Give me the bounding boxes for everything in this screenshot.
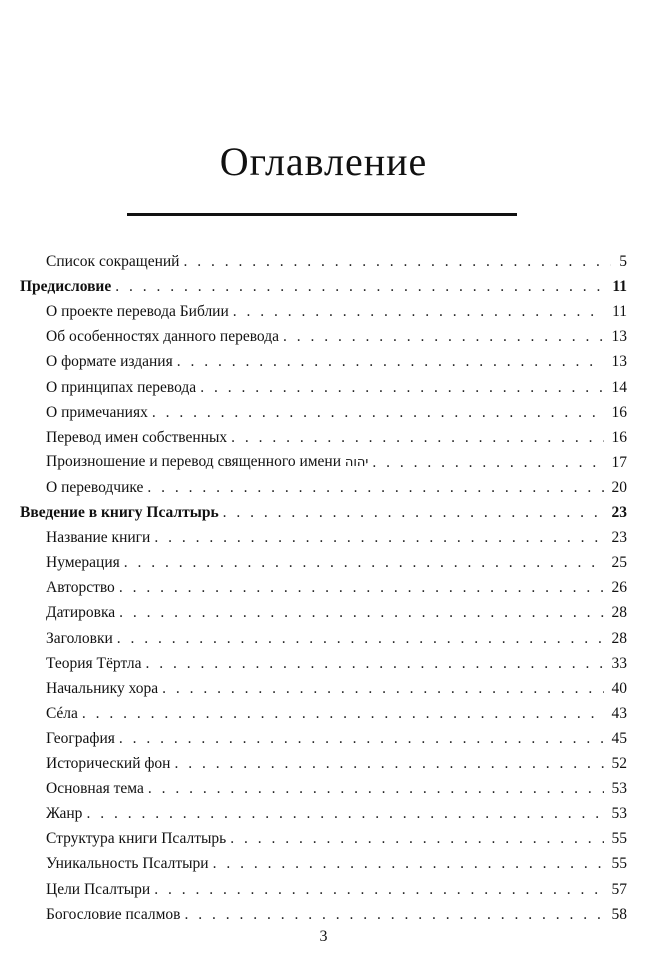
toc-entry-text: Исторический фон: [46, 755, 171, 772]
toc-entry: [46, 577, 627, 599]
toc-entry: [46, 301, 627, 323]
toc-entry-label: [46, 377, 200, 399]
toc-entry-page: 53: [611, 780, 627, 797]
toc-leader-dots: [174, 753, 603, 775]
toc-entry-page: 52: [611, 755, 627, 772]
toc-entry-page: 58: [611, 906, 627, 923]
toc-leader-dots: [213, 853, 604, 875]
toc-entry-label: [46, 728, 119, 750]
toc-entry-page: 33: [611, 655, 627, 672]
toc-leader-dots: [231, 427, 603, 449]
toc-entry-label: [46, 251, 183, 273]
toc-entry-label: [46, 904, 184, 926]
toc-entry-page: 25: [611, 554, 627, 571]
toc-entry: [46, 628, 627, 650]
toc-leader-dots: [162, 678, 603, 700]
toc-entry: [46, 828, 627, 850]
toc-entry: [46, 853, 627, 875]
toc-leader-dots: [283, 326, 604, 348]
toc-entry-label: [46, 678, 162, 700]
toc-entry-text: Произношение и перевод священного имени: [46, 453, 342, 470]
toc-entry-page: 45: [611, 730, 627, 747]
toc-entry-label: [46, 427, 231, 449]
toc-leader-dots: [154, 527, 603, 549]
toc-entry-text: Нумерация: [46, 554, 120, 571]
toc-entry-text: Начальнику хора: [46, 680, 159, 697]
toc-entry-page: 53: [611, 805, 627, 822]
toc-entry: [46, 602, 627, 624]
toc-entry: [46, 728, 627, 750]
toc-leader-dots: [117, 628, 604, 650]
toc-section-entry: [20, 276, 627, 298]
toc-entry: [46, 879, 627, 901]
toc-entry-page: 23: [611, 504, 627, 521]
toc-entry-page: 55: [611, 830, 627, 847]
toc-entry: [46, 803, 627, 825]
toc-entry-text: Перевод имен собственных: [46, 429, 228, 446]
toc-entry-page: 16: [611, 429, 627, 446]
toc-entry-label: [46, 402, 152, 424]
toc-leader-dots: [86, 803, 603, 825]
toc-entry-text: Датировка: [46, 604, 116, 621]
toc-entry-page: 14: [611, 379, 627, 396]
toc-entry-label: [46, 879, 154, 901]
toc-entry: [46, 552, 627, 574]
toc-entry-label: [46, 628, 117, 650]
toc-entry: [46, 904, 627, 926]
toc-leader-dots: [177, 351, 604, 373]
toc-leader-dots: [119, 602, 603, 624]
toc-entry-label: [46, 477, 147, 499]
toc-entry-label: [46, 577, 119, 599]
toc-entry-text: О примечаниях: [46, 404, 148, 421]
toc-leader-dots: [183, 251, 611, 273]
toc-leader-dots: [147, 477, 603, 499]
toc-entry-text: Об особенностях данного перевода: [46, 328, 279, 345]
toc-leader-dots: [372, 452, 603, 474]
hebrew-divine-name: יהוה: [344, 455, 369, 470]
toc-entry-label: [46, 703, 82, 725]
toc-entry-text: О формате издания: [46, 353, 173, 370]
toc-entry-page: 57: [611, 881, 627, 898]
toc-entry-text: О переводчике: [46, 479, 144, 496]
toc-entry-label: [46, 853, 213, 875]
toc-entry-page: 11: [612, 303, 627, 320]
toc-entry-page: 55: [611, 855, 627, 872]
toc-entry-label: [46, 753, 174, 775]
toc-entry: [46, 377, 627, 399]
toc-leader-dots: [115, 276, 604, 298]
toc-entry: [46, 527, 627, 549]
toc-entry-text: Теория Тёртла: [46, 655, 142, 672]
toc-leader-dots: [152, 402, 604, 424]
toc-leader-dots: [200, 377, 603, 399]
toc-entry-page: 26: [611, 579, 627, 596]
toc-leader-dots: [124, 552, 604, 574]
toc-leader-dots: [154, 879, 603, 901]
toc-leader-dots: [148, 778, 604, 800]
toc-entry: [46, 427, 627, 449]
toc-entry-text: Цели Псалтыри: [46, 881, 151, 898]
toc-entry: [46, 778, 627, 800]
toc-section-entry: [20, 502, 627, 524]
toc-entry-label: [46, 301, 233, 323]
toc-entry-label: [20, 276, 115, 298]
toc-entry-label: [46, 451, 372, 474]
toc-entry-text: Предисловие: [20, 278, 112, 295]
page-title: Оглавление: [219, 139, 428, 184]
toc-leader-dots: [233, 301, 604, 323]
toc-entry-text: Введение в книгу Псалтырь: [20, 504, 219, 521]
toc-entry-label: [46, 527, 154, 549]
toc-entry-text: Основная тема: [46, 780, 144, 797]
toc-entry-text: О проекте перевода Библии: [46, 303, 229, 320]
toc-entry-page: 17: [611, 454, 627, 471]
toc-entry: [46, 351, 627, 373]
toc-entry-label: [46, 653, 145, 675]
toc-entry-text: География: [46, 730, 115, 747]
title-rule: [127, 213, 517, 216]
toc-entry-label: [46, 552, 124, 574]
toc-entry: [46, 653, 627, 675]
toc-leader-dots: [119, 728, 604, 750]
toc-entry-page: 40: [611, 680, 627, 697]
page-number: 3: [319, 928, 328, 945]
toc-leader-dots: [184, 904, 603, 926]
toc-entry-text: Авторство: [46, 579, 115, 596]
toc-entry-text: Сéла: [46, 705, 78, 722]
toc-entry-page: 28: [611, 630, 627, 647]
toc-entry-page: 13: [611, 328, 627, 345]
toc-entry-label: [46, 602, 119, 624]
toc-entry-page: 11: [612, 278, 627, 295]
toc-entry: [46, 703, 627, 725]
toc-entry: [46, 753, 627, 775]
toc-entry-page: 13: [611, 353, 627, 370]
toc-entry: [46, 477, 627, 499]
toc-leader-dots: [119, 577, 604, 599]
toc-entry: [46, 251, 627, 273]
toc-entry-page: 28: [611, 604, 627, 621]
toc-entry-text: Заголовки: [46, 630, 113, 647]
toc-entry-label: [46, 803, 86, 825]
toc-entry-text: Список сокращений: [46, 253, 180, 270]
toc-entry-text: О принципах перевода: [46, 379, 197, 396]
toc-leader-dots: [223, 502, 604, 524]
toc-entry-page: 5: [619, 253, 627, 270]
toc-entry-label: [46, 351, 177, 373]
toc-entry-page: 23: [611, 529, 627, 546]
toc-entry: [46, 678, 627, 700]
toc-entry-label: [46, 828, 230, 850]
toc-entry-page: 43: [611, 705, 627, 722]
toc-entry-page: 20: [611, 479, 627, 496]
toc-leader-dots: [82, 703, 604, 725]
toc-entry: [46, 402, 627, 424]
toc-entry-text: Структура книги Псалтырь: [46, 830, 227, 847]
toc-leader-dots: [145, 653, 603, 675]
toc-entry-text: Жанр: [46, 805, 83, 822]
toc-entry-label: [46, 326, 283, 348]
toc-entry-label: [46, 778, 148, 800]
toc-leader-dots: [230, 828, 603, 850]
toc-entry-label: [20, 502, 223, 524]
toc-entry: [46, 326, 627, 348]
toc-entry-text: Уникальность Псалтыри: [46, 855, 209, 872]
toc-entry-page: 16: [611, 404, 627, 421]
toc-entry-text: Название книги: [46, 529, 151, 546]
toc-entry-text: Богословие псалмов: [46, 906, 181, 923]
toc-entry: [46, 452, 627, 474]
